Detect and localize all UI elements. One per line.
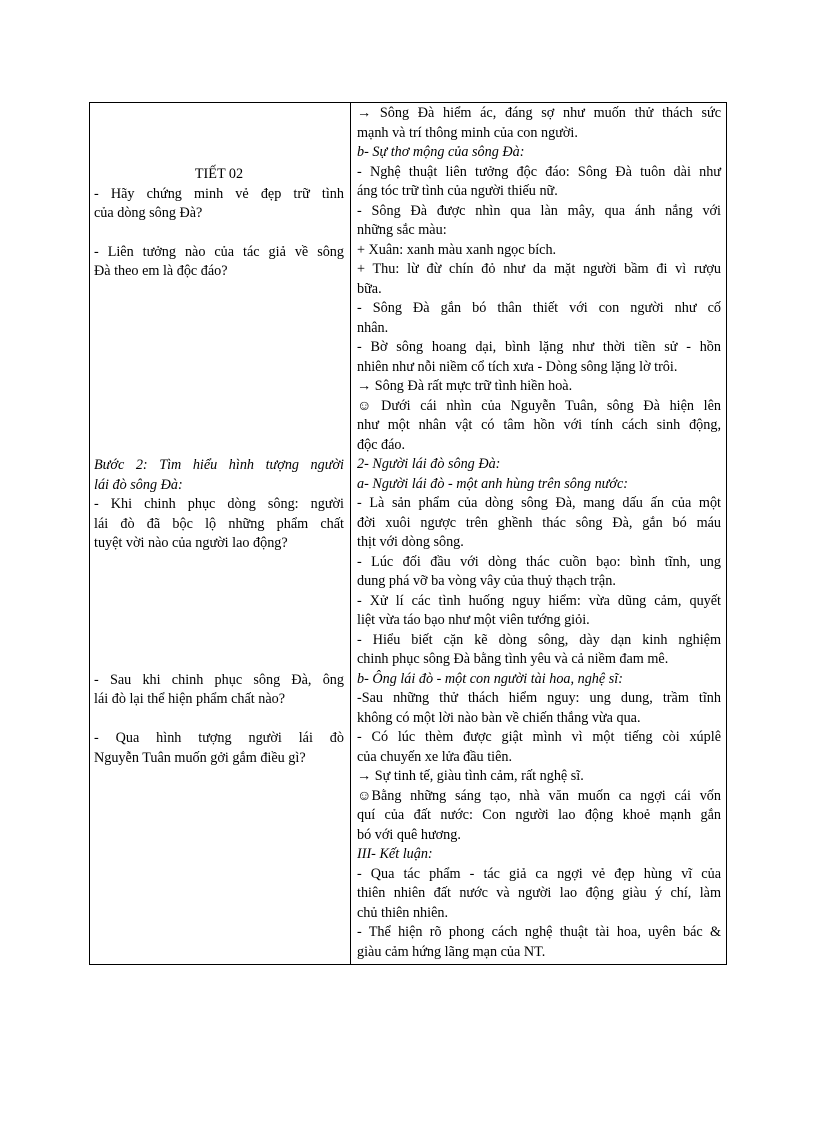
right-line: - Thể hiện rõ phong cách nghệ thuật tài hoa, uyên bác & bbox=[357, 924, 721, 940]
right-line: áng tóc trữ tình của người thiếu nữ. bbox=[357, 183, 558, 199]
right-line: → Sông Đà rất mực trữ tình hiền hoà. bbox=[357, 378, 573, 394]
right-line: III- Kết luận: bbox=[357, 846, 433, 862]
left-line: - Liên tưởng nào của tác giả về sông bbox=[94, 244, 344, 260]
right-line: - Xử lí các tình huống nguy hiểm: vừa dũng cảm, quyết bbox=[357, 593, 721, 609]
right-line: bữa. bbox=[357, 281, 382, 297]
left-line: TIẾT 02 bbox=[194, 166, 244, 182]
right-line: liệt vừa táo bạo như một viên tướng giỏi. bbox=[357, 612, 590, 628]
right-line: -Sau những thử thách hiểm nguy: ung dung, trầm tĩnh bbox=[357, 690, 721, 706]
right-line: - Hiểu biết cặn kẽ dòng sông, dày dạn kinh nghiệm bbox=[357, 632, 721, 648]
right-line: - Qua tác phẩm - tác giả ca ngợi vẻ đẹp hùng vĩ của bbox=[357, 866, 721, 882]
right-line: + Xuân: xanh màu xanh ngọc bích. bbox=[357, 242, 557, 258]
right-line: - Sông Đà được nhìn qua làn mây, qua ánh nắng với bbox=[357, 203, 721, 219]
right-line: dung phá vỡ ba vòng vây của thuỷ thạch trận. bbox=[357, 573, 616, 589]
right-line: - Nghệ thuật liên tưởng độc đáo: Sông Đà tuôn dài như bbox=[357, 164, 721, 180]
right-line: b- Sự thơ mộng của sông Đà: bbox=[357, 144, 525, 160]
right-line: → Sự tinh tế, giàu tình cảm, rất nghệ sĩ. bbox=[357, 768, 584, 784]
left-line: tuyệt vời nào của người lao động? bbox=[94, 535, 288, 551]
right-line: những sắc màu: bbox=[357, 222, 447, 238]
right-line: b- Ông lái đò - một con người tài hoa, nghệ sĩ: bbox=[357, 671, 623, 687]
left-line: của dòng sông Đà? bbox=[94, 205, 203, 221]
left-line: - Sau khi chinh phục sông Đà, ông bbox=[94, 672, 344, 688]
left-line: lái đò lại thể hiện phẩm chất nào? bbox=[94, 691, 286, 707]
right-line: của chuyến xe lửa đầu tiên. bbox=[357, 749, 513, 765]
right-line: giàu cảm hứng lãng mạn của NT. bbox=[357, 944, 546, 960]
right-line: nhân. bbox=[357, 320, 389, 336]
left-line: - Qua hình tượng người lái đò bbox=[94, 730, 344, 746]
right-line: bó với quê hương. bbox=[357, 827, 461, 843]
left-line: Bước 2: Tìm hiểu hình tượng người bbox=[94, 457, 344, 473]
left-line: - Hãy chứng minh vẻ đẹp trữ tình bbox=[94, 186, 344, 202]
right-line: chinh phục sông Đà bằng tình yêu và cả niềm đam mê. bbox=[357, 651, 669, 667]
right-line: ☺ Dưới cái nhìn của Nguyễn Tuân, sông Đà hiện lên bbox=[357, 398, 721, 414]
right-line: quí của đất nước: Con người lao động khoẻ mạnh gắn bbox=[357, 807, 721, 823]
right-line: - Bờ sông hoang dại, bình lặng như thời tiền sử - hồn bbox=[357, 339, 721, 355]
right-line: - Có lúc thèm được giật mình vì một tiếng còi xúplê bbox=[357, 729, 721, 745]
right-line: - Sông Đà gắn bó thân thiết với con người như cố bbox=[357, 300, 721, 316]
right-line: - Là sản phẩm của dòng sông Đà, mang dấu ấn của một bbox=[357, 495, 721, 511]
lesson-table bbox=[89, 102, 727, 965]
right-line: chủ thiên nhiên. bbox=[357, 905, 449, 921]
right-line: thiên nhiên đất nước và người lao động giàu ý chí, làm bbox=[357, 885, 721, 901]
left-line: Đà theo em là độc đáo? bbox=[94, 263, 228, 279]
column-divider bbox=[350, 103, 351, 964]
right-line: mạnh và trí thông minh của con người. bbox=[357, 125, 578, 141]
left-line: Nguyễn Tuân muốn gởi gắm điều gì? bbox=[94, 750, 306, 766]
right-line: a- Người lái đò - một anh hùng trên sông nước: bbox=[357, 476, 629, 492]
right-line: không có một lời nào bàn về chiến thắng vừa qua. bbox=[357, 710, 641, 726]
right-line: 2- Người lái đò sông Đà: bbox=[357, 456, 501, 472]
left-line: lái đò sông Đà: bbox=[94, 477, 183, 493]
right-line: + Thu: lừ đừ chín đỏ như da mặt người bầm đi vì rượu bbox=[357, 261, 721, 277]
right-line: thịt với dòng sông. bbox=[357, 534, 464, 550]
left-line: lái đò đã bộc lộ những phẩm chất bbox=[94, 516, 344, 532]
right-line: ☺Bằng những sáng tạo, nhà văn muốn ca ngợi cái vốn bbox=[357, 788, 721, 804]
left-line: - Khi chinh phục dòng sông: người bbox=[94, 496, 344, 512]
right-line: - Lúc đối đầu với dòng thác cuồn bạo: bình tĩnh, ung bbox=[357, 554, 721, 570]
right-line: như một nhân vật có tâm hồn với tính cách sinh động, bbox=[357, 417, 721, 433]
right-line: đời xuôi ngược trên ghềnh thác sông Đà, gắn bó máu bbox=[357, 515, 721, 531]
right-line: → Sông Đà hiểm ác, đáng sợ như muốn thử thách sức bbox=[357, 105, 721, 121]
right-line: nhiên như nỗi niềm cổ tích xưa - Dòng sông lặng lờ trôi. bbox=[357, 359, 678, 375]
right-line: độc đáo. bbox=[357, 437, 406, 453]
